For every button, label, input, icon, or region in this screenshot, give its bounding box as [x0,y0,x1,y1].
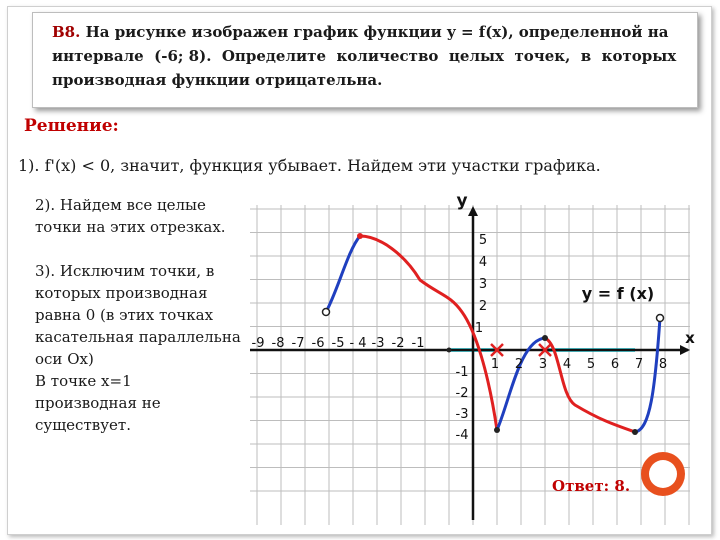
y-tick-label: -1 [455,365,469,380]
step-2-line: 2). Найдем все целые [35,196,206,214]
step-3-line: производная не [35,394,161,412]
x-tick-label: 4 [562,357,572,372]
curve-increasing-3 [635,318,660,432]
step-3-line: равна 0 (в этих точках [35,306,214,324]
x-tick-label: 3 [538,357,548,372]
x-tick-label: - 4 [349,336,367,351]
x-tick-label: -8 [271,336,285,351]
minimum-point-2 [632,429,638,435]
x-tick-label: -6 [311,336,325,351]
curve-increasing-1 [326,236,360,312]
y-tick-label: -4 [455,428,469,443]
answer-circle-inner [649,460,677,488]
zero-point [447,348,452,353]
step-2-line: точки на этих отрезках. [35,218,226,236]
minimum-point-1 [494,427,500,433]
step-1-text: 1). f'(x) < 0, значит, функция убывает. Найдем эти участки графика. [18,156,601,175]
x-axis-label: x [685,329,695,347]
y-tick-label: -2 [455,386,469,401]
y-tick-label: 4 [478,255,488,270]
x-tick-label: -7 [291,336,305,351]
y-tick-label: 2 [478,299,488,314]
x-tick-label: -9 [251,336,265,351]
y-axis-label: y [456,191,468,211]
y-tick-label: 1 [474,321,484,336]
y-tick-label: 3 [478,277,488,292]
step-3-line: касательная параллельна [35,328,241,346]
solution-title: Решение: [24,116,119,136]
x-tick-label: 8 [658,357,668,372]
function-label: y = f (x) [581,284,655,303]
y-axis-arrow [468,206,478,216]
answer-text: Ответ: 8. [552,477,631,495]
x-tick-label: 5 [586,357,596,372]
x-tick-label: 2 [514,357,524,372]
x-tick-label: -1 [411,336,425,351]
x-tick-label: -2 [391,336,405,351]
task-line-1-text: На рисунке изображен график функции y = f(x), определенной на [85,23,669,41]
x-tick-label: -3 [371,336,385,351]
open-endpoint-left [323,309,330,316]
step-3-line: 3). Исключим точки, в [35,262,215,280]
task-line-2: интервале (-6; 8). Определите количество целых точек, в которых [52,47,677,65]
step-3-line: существует. [35,416,131,434]
x-tick-label: 7 [634,357,644,372]
task-line-3: производная функции отрицательна. [52,71,383,89]
step-3-line: которых производная [35,284,208,302]
step-3-line: В точке х=1 [35,372,132,390]
y-tick-label: 5 [478,233,488,248]
open-endpoint-right [657,315,664,322]
x-tick-label: 6 [610,357,620,372]
y-tick-label: -3 [455,407,469,422]
step-3-line: оси Ох) [35,350,94,368]
x-tick-label: 1 [490,357,500,372]
maximum-point-2 [542,335,548,341]
curve-decreasing-2 [545,338,635,432]
maximum-point-1 [357,233,363,239]
task-code: В8. [52,23,81,41]
x-tick-label: -5 [331,336,345,351]
